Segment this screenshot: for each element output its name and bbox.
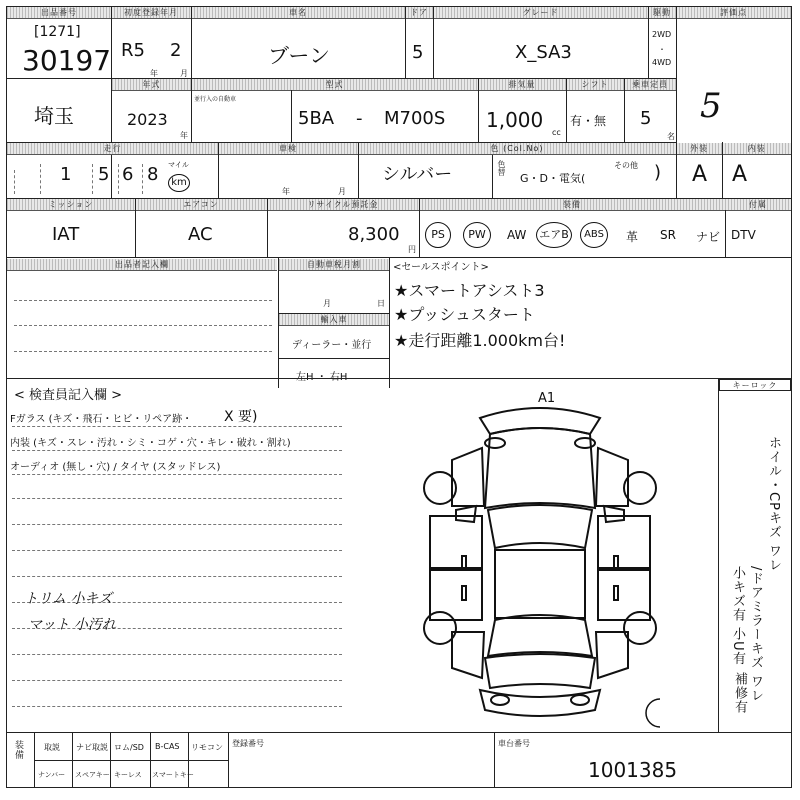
- fuel-other: その他: [614, 161, 638, 170]
- inspector-title: < 検査員記入欄 >: [14, 388, 123, 403]
- footer-remote: リモコン: [191, 743, 223, 752]
- key-lock-label: キーロック: [719, 379, 791, 391]
- mileage-digit-2: 5: [98, 164, 110, 185]
- transmission: IAT: [52, 224, 80, 245]
- color-name: シルバー: [382, 164, 453, 185]
- header-model: 型式: [191, 79, 478, 91]
- footer-label: 装備: [13, 740, 23, 760]
- model-year: 2023: [127, 110, 168, 129]
- header-model-year: 年式: [112, 79, 191, 91]
- model-code: M700S: [384, 108, 446, 129]
- reg-month: 2: [170, 40, 182, 61]
- turbo: 有・無: [570, 114, 607, 128]
- sales-point-2: ★プッシュスタート: [394, 305, 535, 324]
- sales-point-title: <セールスポイント>: [393, 262, 489, 273]
- equip-navi: ナビ: [696, 230, 721, 244]
- handwritten-note-1: トリム 小キズ: [24, 591, 113, 607]
- model-year-unit: 年: [180, 131, 188, 140]
- footer-smart-key: スマートキー: [152, 771, 194, 779]
- footer-bcas: B-CAS: [155, 742, 180, 751]
- grade: X_SA3: [515, 42, 572, 63]
- equip-leather: 革: [626, 230, 639, 244]
- footer-spare-key: スペアキー: [75, 771, 110, 779]
- mileage-digit-3: 6: [122, 164, 134, 185]
- car-diagram: [420, 388, 660, 733]
- fuel-type: G・D・電気(: [520, 172, 586, 185]
- tax-day: 日: [377, 299, 385, 308]
- side-note-2: /ドアミラーキズ ワレ: [748, 566, 763, 703]
- import-handle: 左H ・ 右H: [296, 372, 348, 383]
- doors: 5: [412, 42, 424, 63]
- equip-dtv: DTV: [731, 228, 756, 242]
- header-seats: 乗車定員: [624, 79, 676, 91]
- region: 埼玉: [34, 104, 74, 128]
- displacement-unit: cc: [552, 128, 561, 137]
- import-title: 輸入車: [279, 314, 389, 326]
- chassis-number: 1001385: [588, 758, 678, 782]
- header-displacement: 排気量: [478, 79, 566, 91]
- sales-point-1: ★スマートアシスト3: [394, 281, 545, 300]
- equip-ps: PS: [425, 222, 451, 248]
- equip-sunroof: SR: [660, 228, 676, 242]
- sales-point-3: ★走行距離1.000km台!: [394, 331, 566, 350]
- side-note-4: 補修有: [732, 672, 747, 714]
- header-score: 評価点: [676, 7, 791, 19]
- car-name: ブーン: [268, 44, 330, 68]
- reg-era: R5: [121, 40, 145, 61]
- score: 5: [700, 86, 722, 126]
- displacement: 1,000: [486, 108, 544, 132]
- drive-sep: ・: [658, 45, 666, 54]
- header-seller-notes: 出品者記入欄: [7, 259, 277, 271]
- model-dash: -: [356, 108, 363, 129]
- inspection-year: 年: [282, 187, 290, 196]
- seats: 5: [640, 108, 652, 129]
- side-note-3: 小キズ有 小U有: [730, 566, 745, 666]
- header-color: 色 (Col.No): [358, 143, 676, 155]
- exterior-grade: A: [692, 162, 708, 187]
- recycle-unit: 円: [408, 245, 416, 254]
- inspector-line1: Fガラス (キズ・飛石・ヒビ・リペア跡・: [10, 414, 193, 425]
- header-drive: 駆動: [648, 7, 676, 19]
- footer-manual: 取説: [44, 743, 60, 752]
- header-inspection: 車検: [218, 143, 358, 155]
- footer-chassis-label: 車台番号: [498, 739, 530, 748]
- mileage-digit-1: 1: [60, 164, 72, 185]
- lot-number: 30197: [22, 44, 112, 77]
- drive-2wd: 2WD: [652, 30, 672, 39]
- header-car-name: 車名: [191, 7, 405, 19]
- header-tax: 自動車税月割: [279, 259, 389, 271]
- inspector-line3: オーディオ (無し・穴) / タイヤ (スタッドレス): [10, 462, 221, 473]
- equip-aw: AW: [507, 228, 527, 242]
- side-note-1: ホイル・CPキズ ワレ: [766, 436, 781, 573]
- header-interior: 内装: [722, 143, 791, 155]
- header-mileage: 走行: [7, 143, 218, 155]
- equip-airbag: エアB: [536, 222, 572, 248]
- import-note: 並行入の自動車: [194, 96, 237, 103]
- inspector-line1-mark: X 要): [224, 409, 258, 425]
- drive-4wd: 4WD: [652, 58, 672, 67]
- diagram-mark-a1: A1: [538, 391, 556, 406]
- header-reg-date: 初度登録年月: [111, 7, 191, 19]
- header-recycle: リサイクル預託金: [267, 199, 419, 211]
- inspection-month: 月: [338, 187, 346, 196]
- header-doors: ドア: [405, 7, 433, 19]
- inspector-line2: 内装 (キズ・スレ・汚れ・シミ・コゲ・穴・キレ・破れ・割れ): [10, 438, 291, 449]
- footer-navi-manual: ナビ取説: [76, 743, 108, 752]
- footer-reg-label: 登録番号: [232, 739, 264, 748]
- header-grade: グレード: [433, 7, 648, 19]
- fuel-close: ): [654, 162, 662, 183]
- header-shift: シフト: [566, 79, 624, 91]
- reg-year-unit: 年: [150, 69, 158, 78]
- interior-grade: A: [732, 162, 748, 187]
- mileage-km: km: [168, 174, 190, 192]
- air-conditioner: AC: [188, 224, 213, 245]
- footer-number: ナンバー: [38, 771, 66, 779]
- footer-keyless: キーレス: [114, 771, 142, 779]
- model-prefix: 5BA: [298, 108, 335, 129]
- header-lot: 出品番号: [7, 7, 111, 19]
- reg-month-unit: 月: [180, 69, 188, 78]
- recycle-amount: 8,300: [348, 224, 400, 245]
- diagram-circle: [646, 699, 660, 727]
- lot-bracket: [1271]: [34, 24, 81, 40]
- mileage-mile: マイル: [168, 161, 189, 169]
- header-accessories: 付属: [725, 199, 791, 211]
- mileage-digit-4: 8: [147, 164, 159, 185]
- equip-abs: ABS: [580, 222, 608, 248]
- header-equipment: 装備: [419, 199, 725, 211]
- handwritten-note-2: マット 小汚れ: [28, 617, 116, 633]
- seats-unit: 名: [667, 132, 675, 141]
- footer-rom-sd: ロム/SD: [114, 743, 144, 752]
- color-change: 色替: [497, 160, 506, 176]
- tax-month: 月: [323, 299, 331, 308]
- equip-pw: PW: [463, 222, 491, 248]
- header-exterior: 外装: [676, 143, 722, 155]
- import-value: ディーラー・並行: [292, 340, 372, 351]
- header-transmission: ミッション: [7, 199, 135, 211]
- header-ac: エアコン: [135, 199, 267, 211]
